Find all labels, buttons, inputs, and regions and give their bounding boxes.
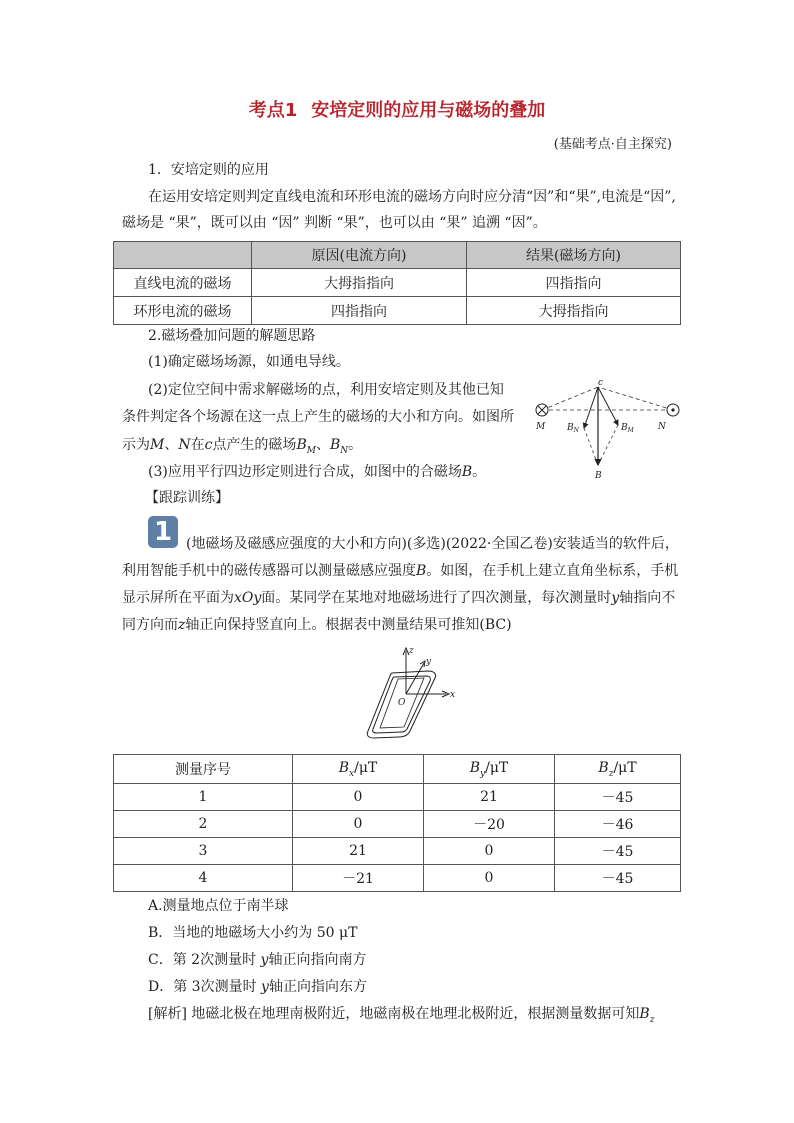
origin-label: O: [398, 698, 406, 708]
table-cell: 2: [114, 811, 293, 838]
table-cell: －45: [555, 784, 681, 811]
table-cell: 大拇指指向: [467, 297, 681, 325]
table-row: [114, 269, 681, 297]
table-header-cell: 原因(电流方向): [252, 242, 467, 269]
analysis-line: [解析] 地磁北极在地理南极附近，地磁南极在地理北极附近，根据测量数据可知$B_z$: [148, 1006, 655, 1025]
option-b: B．当地的地磁场大小约为 50 μT: [148, 925, 358, 941]
subtitle: (基础考点·自主探究): [553, 137, 672, 152]
table-header-row: [114, 755, 681, 784]
section2-step2-line1: (2)定位空间中需求解磁场的点，利用安培定则及其他已知: [148, 382, 504, 398]
section1-heading: 1．安培定则的应用: [148, 162, 269, 178]
table-row: [114, 865, 681, 892]
table-cell: 直线电流的磁场: [114, 269, 252, 297]
measurement-table: [113, 754, 681, 892]
axis-label-z: z: [409, 646, 414, 656]
problem-line1: (地磁场及磁感应强度的大小和方向)(多选)(2022·全国乙卷)安装适当的软件后，: [186, 536, 679, 552]
label-BM: $B_M$: [621, 423, 634, 434]
table-cell: 环形电流的磁场: [114, 297, 252, 325]
title-text: 安培定则的应用与磁场的叠加: [311, 100, 546, 121]
axis-label-y: y: [426, 657, 432, 667]
table-cell: 1: [114, 784, 293, 811]
problem-line3: 显示屏所在平面为xOy面。某同学在某地对地磁场进行了四次测量，每次测量时y轴指向不: [122, 590, 676, 606]
table-cell: 四指指向: [252, 297, 467, 325]
label-BN: $B_N$: [567, 423, 579, 434]
table-header-cell: $B_x/\mu T$: [293, 755, 424, 784]
wire-into-page-icon: [536, 404, 548, 416]
problem-number-badge: 1: [148, 516, 178, 548]
table-cell: 四指指向: [467, 269, 681, 297]
table-header-cell: 结果(磁场方向): [467, 242, 681, 269]
table-header-cell: [114, 242, 252, 269]
section1-line1: 在运用安培定则判定直线电流和环形电流的磁场方向时应分清“因”和“果”,电流是“因”,: [148, 189, 676, 205]
table-cell: －21: [293, 865, 424, 892]
table-header-cell: 测量序号: [114, 755, 293, 784]
table-cell: －45: [555, 865, 681, 892]
table-cell: 大拇指指向: [252, 269, 467, 297]
table-cell: －46: [555, 811, 681, 838]
analysis-tag: [解析]: [148, 1006, 187, 1022]
table-cell: 0: [293, 811, 424, 838]
table-row: [114, 811, 681, 838]
option-a: A.测量地点位于南半球: [148, 898, 289, 914]
answer: BC: [484, 617, 507, 633]
problem-line2: 利用智能手机中的磁传感器可以测量磁感应强度B。如图，在手机上建立直角坐标系，手机: [122, 563, 679, 579]
table-cell: 0: [424, 838, 555, 865]
training-heading: 【跟踪训练】: [145, 490, 229, 506]
table-cell: 21: [293, 838, 424, 865]
section-title: [0, 96, 794, 122]
table-cell: 21: [424, 784, 555, 811]
option-d: D．第 3次测量时 y轴正向指向东方: [148, 979, 367, 995]
label-N: N: [658, 422, 666, 432]
section2-heading: 2.磁场叠加问题的解题思路: [148, 328, 316, 344]
table-row: [114, 297, 681, 325]
wire-out-of-page-icon: [667, 404, 679, 416]
option-c: C．第 2次测量时 y轴正向指向南方: [148, 952, 367, 968]
table-cell: 4: [114, 865, 293, 892]
section2-step1: (1)确定磁场场源，如通电导线。: [148, 354, 350, 370]
table-cell: 0: [293, 784, 424, 811]
table-cell: －45: [555, 838, 681, 865]
label-B: B: [595, 471, 602, 481]
table-row: [114, 838, 681, 865]
superposition-figure: [532, 380, 682, 485]
table-row: [114, 784, 681, 811]
title-number: 考点1: [248, 100, 298, 121]
table-header-cell: $B_z/\mu T$: [555, 755, 681, 784]
section1-line2: 磁场是 “果”，既可以由 “因” 判断 “果”，也可以由 “果” 追溯 “因”。: [122, 215, 547, 231]
label-M: M: [536, 422, 546, 432]
section2-step3: (3)应用平行四边形定则进行合成，如图中的合磁场B。: [148, 464, 487, 480]
section2-step2-line2: 条件判定各个场源在这一点上产生的磁场的大小和方向。如图所: [122, 409, 514, 425]
table-cell: 3: [114, 838, 293, 865]
table-header-cell: $B_y/\mu T$: [424, 755, 555, 784]
label-c: c: [598, 380, 604, 388]
table-cell: －20: [424, 811, 555, 838]
section2-step2-line3: 示为M、N在c点产生的磁场$B_M$、$B_N$。: [122, 437, 363, 456]
problem-line4: 同方向而z轴正向保持竖直向上。根据表中测量结果可推知(BC): [122, 617, 512, 633]
axis-label-x: x: [450, 690, 456, 700]
current-field-table: [113, 241, 681, 325]
table-header-row: [114, 242, 681, 269]
phone-axes-figure: [362, 643, 462, 743]
table-cell: 0: [424, 865, 555, 892]
